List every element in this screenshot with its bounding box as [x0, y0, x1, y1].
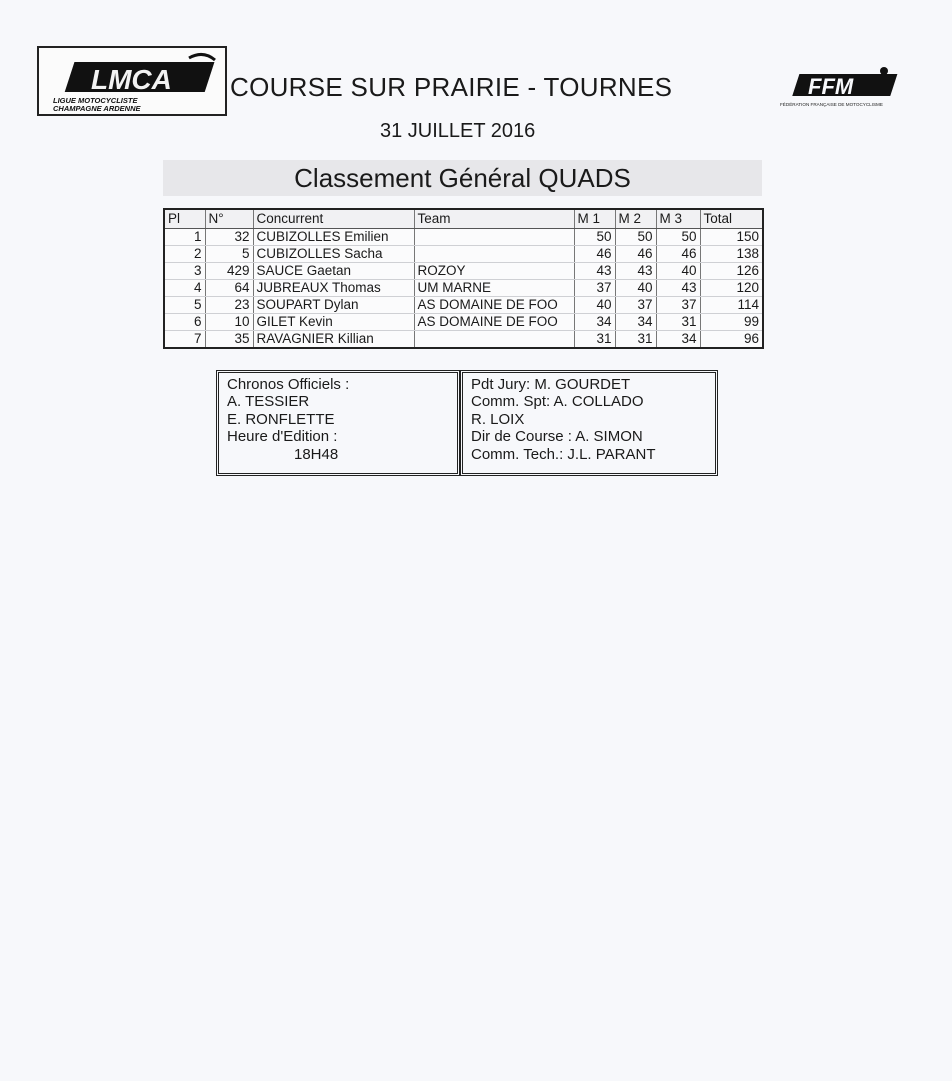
cell-m3: 34	[656, 331, 700, 349]
col-header-m1: M 1	[574, 209, 615, 229]
table-row	[164, 263, 763, 280]
cell-team: AS DOMAINE DE FOO	[414, 297, 574, 314]
cell-pl: 2	[164, 246, 205, 263]
col-header-m3: M 3	[656, 209, 700, 229]
timekeepers-box	[216, 370, 460, 476]
sport-commissioner: Comm. Spt: A. COLLADO	[471, 393, 644, 411]
col-header-pl: Pl	[164, 209, 205, 229]
cell-pl: 1	[164, 229, 205, 246]
timekeeper-name: A. TESSIER	[227, 393, 310, 411]
jury-president: Pdt Jury: M. GOURDET	[471, 376, 631, 393]
cell-total: 126	[700, 263, 763, 280]
table-row	[164, 314, 763, 331]
ffm-logo-mark: FFM	[808, 74, 854, 99]
cell-number: 23	[205, 297, 253, 314]
cell-competitor: SAUCE Gaetan	[253, 263, 414, 280]
cell-pl: 5	[164, 297, 205, 314]
classification-title: Classement Général QUADS	[294, 163, 631, 193]
cell-team: ROZOY	[414, 263, 574, 280]
cell-m3: 46	[656, 246, 700, 263]
results-table	[163, 208, 764, 349]
race-director: Dir de Course : A. SIMON	[471, 428, 643, 446]
cell-m1: 40	[574, 297, 615, 314]
lmca-logo-mark: LMCA	[91, 64, 172, 95]
cell-competitor: RAVAGNIER Killian	[253, 331, 414, 349]
timekeepers-heading: Chronos Officiels :	[227, 376, 350, 393]
cell-pl: 4	[164, 280, 205, 297]
col-header-m2: M 2	[615, 209, 656, 229]
table-row	[164, 229, 763, 246]
officials-box	[460, 370, 718, 476]
cell-pl: 3	[164, 263, 205, 280]
technical-commissioner: Comm. Tech.: J.L. PARANT	[471, 445, 656, 463]
cell-competitor: GILET Kevin	[253, 314, 414, 331]
cell-competitor: CUBIZOLLES Emilien	[253, 229, 414, 246]
event-title: COURSE SUR PRAIRIE - TOURNES	[230, 72, 673, 102]
col-header-competitor: Concurrent	[253, 209, 414, 229]
cell-m2: 31	[615, 331, 656, 349]
cell-m1: 46	[574, 246, 615, 263]
cell-team: UM MARNE	[414, 280, 574, 297]
cell-competitor: SOUPART Dylan	[253, 297, 414, 314]
timekeeper-name: E. RONFLETTE	[227, 410, 335, 428]
cell-team	[414, 229, 574, 246]
cell-number: 10	[205, 314, 253, 331]
cell-m3: 50	[656, 229, 700, 246]
cell-total: 99	[700, 314, 763, 331]
cell-number: 64	[205, 280, 253, 297]
cell-competitor: JUBREAUX Thomas	[253, 280, 414, 297]
cell-total: 138	[700, 246, 763, 263]
cell-m3: 43	[656, 280, 700, 297]
lmca-logo	[37, 46, 227, 116]
lmca-logo-tagline-2: CHAMPAGNE ARDENNE	[53, 104, 141, 113]
cell-number: 35	[205, 331, 253, 349]
cell-m1: 50	[574, 229, 615, 246]
cell-team	[414, 246, 574, 263]
cell-m2: 43	[615, 263, 656, 280]
table-row	[164, 246, 763, 263]
cell-total: 150	[700, 229, 763, 246]
lmca-logo-tagline-1: LIGUE MOTOCYCLISTE	[53, 96, 138, 105]
cell-number: 5	[205, 246, 253, 263]
cell-pl: 7	[164, 331, 205, 349]
cell-m1: 34	[574, 314, 615, 331]
edition-time-label: Heure d'Edition :	[227, 428, 338, 446]
cell-total: 114	[700, 297, 763, 314]
cell-m2: 46	[615, 246, 656, 263]
cell-team	[414, 331, 574, 349]
col-header-team: Team	[414, 209, 574, 229]
cell-pl: 6	[164, 314, 205, 331]
table-row	[164, 297, 763, 314]
cell-m3: 31	[656, 314, 700, 331]
cell-m3: 37	[656, 297, 700, 314]
sport-commissioner-2: R. LOIX	[471, 410, 525, 428]
cell-number: 429	[205, 263, 253, 280]
cell-m1: 31	[574, 331, 615, 349]
cell-m1: 43	[574, 263, 615, 280]
ffm-logo	[778, 66, 903, 110]
table-row	[164, 331, 763, 349]
cell-competitor: CUBIZOLLES Sacha	[253, 246, 414, 263]
col-header-number: N°	[205, 209, 253, 229]
cell-m2: 34	[615, 314, 656, 331]
cell-m2: 37	[615, 297, 656, 314]
table-header-row	[164, 209, 763, 229]
edition-time-value: 18H48	[294, 445, 339, 463]
cell-total: 120	[700, 280, 763, 297]
cell-number: 32	[205, 229, 253, 246]
cell-m2: 50	[615, 229, 656, 246]
cell-total: 96	[700, 331, 763, 349]
cell-m2: 40	[615, 280, 656, 297]
cell-m3: 40	[656, 263, 700, 280]
cell-m1: 37	[574, 280, 615, 297]
ffm-logo-tagline: FÉDÉRATION FRANÇAISE DE MOTOCYCLISME	[780, 102, 883, 107]
cell-team: AS DOMAINE DE FOO	[414, 314, 574, 331]
event-date: 31 JUILLET 2016	[380, 120, 536, 142]
col-header-total: Total	[700, 209, 763, 229]
table-row	[164, 280, 763, 297]
